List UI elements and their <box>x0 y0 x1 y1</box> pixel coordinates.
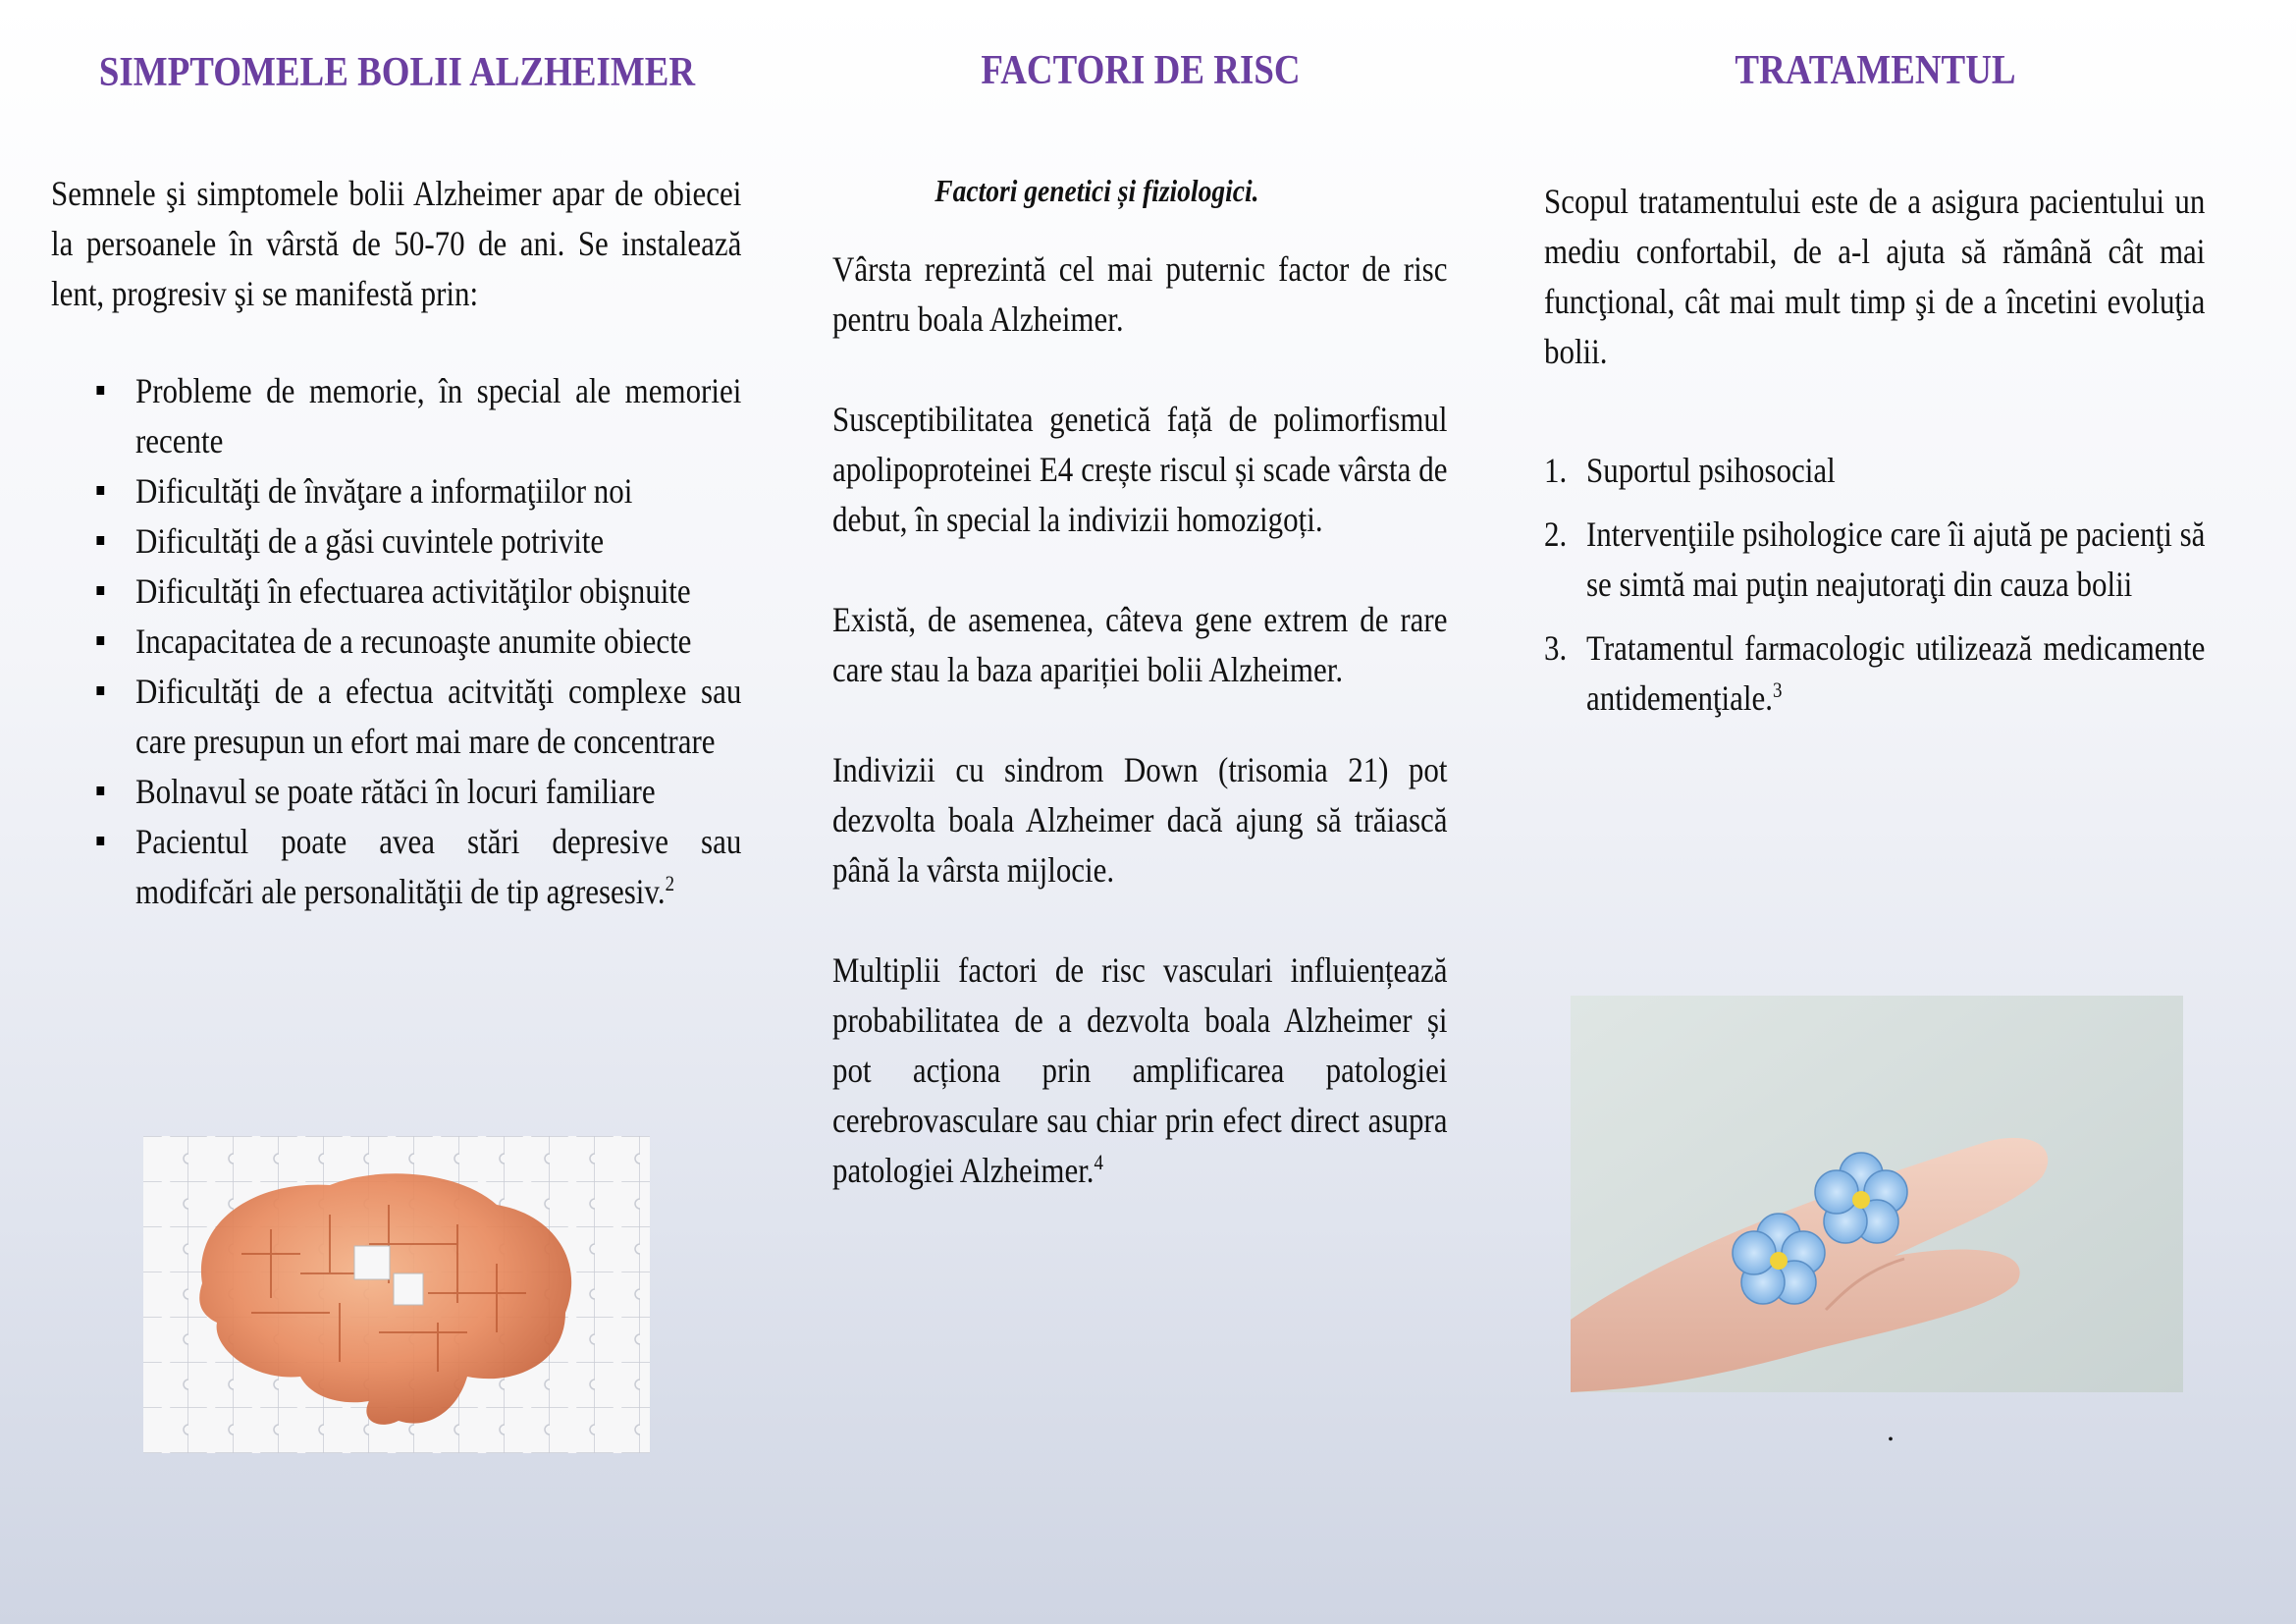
risk-subheading: Factori genetici și fiziologici. <box>934 173 1259 208</box>
list-item-text: Suportul psihosocial <box>1586 451 1836 490</box>
column-risk-factors <box>832 0 1449 1196</box>
list-item: Dificultăţi în efectuarea activităţilor obişnuite <box>51 567 741 617</box>
footnote-ref: 4 <box>1094 1150 1103 1174</box>
list-item <box>1544 446 2205 496</box>
list-item-text: Tratamentul farmacologic utilizează medicamente antidemenţiale. <box>1586 628 2206 718</box>
risk-paragraph <box>832 946 1447 1196</box>
symptoms-content <box>51 169 741 917</box>
risk-paragraph: Indivizii cu sindrom Down (trisomia 21) pot dezvolta boala Alzheimer dacă ajung să trăiască până la vârsta mijlocie. <box>832 750 1448 890</box>
brain-puzzle-image <box>143 1136 650 1453</box>
risk-paragraph: Există, de asemenea, câteva gene extrem de rare care stau la baza apariției bolii Alzheimer. <box>832 600 1448 689</box>
risk-factors-title: FACTORI DE RISC <box>981 48 1301 93</box>
list-item <box>51 817 741 917</box>
risk-paragraph: Vârsta reprezintă cel mai puternic factor de risc pentru boala Alzheimer. <box>832 249 1448 339</box>
list-number: 2. <box>1544 514 1568 554</box>
symptoms-intro: Semnele şi simptomele bolii Alzheimer apar de obiecei la persoanele în vârstă de 50-70 de ani. Se instalează lent, progresiv şi se manifestă prin: <box>51 174 742 313</box>
risk-factors-content <box>832 173 1447 1196</box>
treatment-content <box>1544 177 2205 724</box>
list-item <box>1544 623 2205 724</box>
risk-paragraph: Susceptibilitatea genetică față de polimorfismul apolipoproteinei E4 crește riscul și scade vârsta de debut, în special la indivizii homozigoți. <box>832 400 1448 539</box>
list-item: Dificultăţi de a efectua acitvităţi complexe sau care presupun un efort mai mare de concentrare <box>51 667 741 767</box>
list-item: Dificultăţi de învăţare a informaţiilor noi <box>51 466 741 516</box>
list-item <box>1544 510 2205 610</box>
flowers-on-hand-image <box>1571 996 2183 1392</box>
footnote-ref: 3 <box>1772 677 1783 702</box>
list-item: Incapacitatea de a recunoaşte anumite obiecte <box>51 617 741 667</box>
footnote-ref: 2 <box>665 871 675 895</box>
list-item-text: Pacientul poate avea stări depresive sau modifcări ale personalităţii de tip agresesiv. <box>135 822 742 911</box>
list-number: 3. <box>1544 628 1568 668</box>
treatment-list <box>1544 446 2205 724</box>
column-treatment <box>1544 0 2207 737</box>
stray-dot: . <box>1887 1412 1895 1447</box>
risk-paragraph-text: Multiplii factori de risc vasculari influiențează probabilitatea de a dezvolta boala Alzheimer și pot acționa prin amplificarea patologiei cerebrovasculare sau chiar prin efect direct asupra patologiei Alzheimer. <box>832 950 1448 1190</box>
symptoms-list <box>51 366 741 917</box>
treatment-intro: Scopul tratamentului este de a asigura pacientului un mediu confortabil, de a-l ajuta să rămână cât mai funcţional, cât mai mult timp şi de a încetini evoluţia bolii. <box>1544 182 2206 371</box>
list-item: Probleme de memorie, în special ale memoriei recente <box>51 366 741 466</box>
list-number: 1. <box>1544 451 1568 490</box>
list-item: Dificultăţi de a găsi cuvintele potrivite <box>51 516 741 567</box>
list-item-text: Intervenţiile psihologice care îi ajută pe pacienţi să se simtă mai puţin neajutoraţi din cauza bolii <box>1586 514 2206 604</box>
list-item: Bolnavul se poate rătăci în locuri familiare <box>51 767 741 817</box>
treatment-title: TRATAMENTUL <box>1735 48 2016 93</box>
symptoms-title: SIMPTOMELE BOLII ALZHEIMER <box>98 50 696 95</box>
column-symptoms <box>51 0 743 917</box>
